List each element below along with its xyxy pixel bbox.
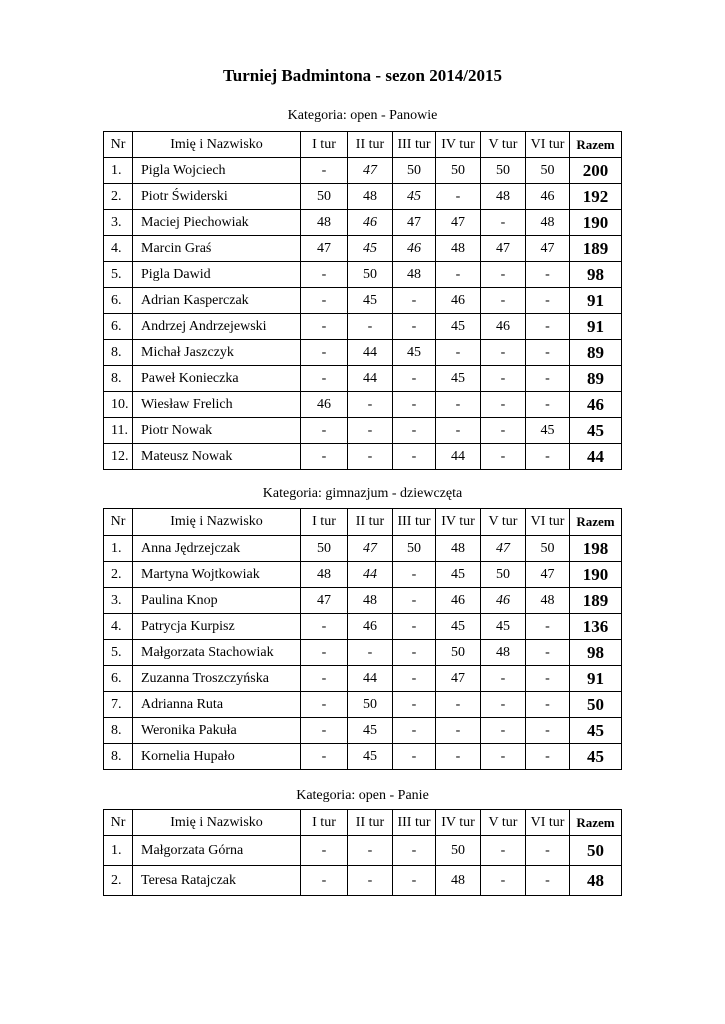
column-header: II tur: [348, 132, 393, 158]
score-cell: -: [301, 288, 348, 314]
rank-cell: 2.: [104, 866, 133, 896]
score-cell: 45: [348, 744, 393, 770]
score-cell: 47: [526, 562, 570, 588]
score-cell: -: [481, 718, 526, 744]
column-header: IV tur: [436, 132, 481, 158]
rank-cell: 3.: [104, 210, 133, 236]
score-cell: -: [301, 418, 348, 444]
column-header: Imię i Nazwisko: [133, 132, 301, 158]
score-cell: -: [481, 340, 526, 366]
score-cell: 48: [436, 236, 481, 262]
table-header-row: [104, 509, 622, 536]
column-header: II tur: [348, 509, 393, 536]
score-cell: 45: [436, 562, 481, 588]
score-cell: 50: [526, 158, 570, 184]
player-name-cell: Kornelia Hupało: [133, 744, 301, 770]
player-name-cell: Małgorzata Stachowiak: [133, 640, 301, 666]
rank-cell: 2.: [104, 184, 133, 210]
table-row: [104, 158, 622, 184]
column-header: Razem: [570, 810, 622, 836]
player-name-cell: Pigla Wojciech: [133, 158, 301, 184]
score-cell: 48: [301, 210, 348, 236]
table-row: [104, 392, 622, 418]
score-cell: 45: [526, 418, 570, 444]
score-cell: -: [348, 640, 393, 666]
score-cell: -: [301, 744, 348, 770]
total-cell: 48: [570, 866, 622, 896]
player-name-cell: Marcin Graś: [133, 236, 301, 262]
total-cell: 190: [570, 210, 622, 236]
player-name-cell: Maciej Piechowiak: [133, 210, 301, 236]
table-row: [104, 666, 622, 692]
rank-cell: 8.: [104, 744, 133, 770]
column-header: Razem: [570, 509, 622, 536]
player-name-cell: Wiesław Frelich: [133, 392, 301, 418]
total-cell: 89: [570, 366, 622, 392]
column-header: IV tur: [436, 810, 481, 836]
page-title: Turniej Badmintona - sezon 2014/2015: [223, 66, 502, 85]
table-row: [104, 262, 622, 288]
score-cell: 50: [348, 262, 393, 288]
score-cell: -: [526, 692, 570, 718]
score-cell: -: [393, 392, 436, 418]
total-cell: 89: [570, 340, 622, 366]
score-cell: 45: [436, 366, 481, 392]
rank-cell: 6.: [104, 666, 133, 692]
rank-cell: 4.: [104, 614, 133, 640]
total-cell: 190: [570, 562, 622, 588]
results-table: [103, 508, 622, 770]
total-cell: 136: [570, 614, 622, 640]
score-cell: -: [301, 692, 348, 718]
total-cell: 200: [570, 158, 622, 184]
score-cell: 45: [393, 184, 436, 210]
total-cell: 44: [570, 444, 622, 470]
rank-cell: 10.: [104, 392, 133, 418]
score-cell: 46: [481, 588, 526, 614]
score-cell: 48: [481, 640, 526, 666]
score-cell: 48: [526, 588, 570, 614]
score-cell: -: [301, 366, 348, 392]
player-name-cell: Weronika Pakuła: [133, 718, 301, 744]
rank-cell: 8.: [104, 366, 133, 392]
score-cell: 50: [436, 158, 481, 184]
column-header: II tur: [348, 810, 393, 836]
player-name-cell: Adrianna Ruta: [133, 692, 301, 718]
score-cell: 46: [393, 236, 436, 262]
score-cell: 50: [481, 158, 526, 184]
player-name-cell: Martyna Wojtkowiak: [133, 562, 301, 588]
score-cell: -: [348, 444, 393, 470]
score-cell: 50: [393, 536, 436, 562]
column-header: I tur: [301, 132, 348, 158]
column-header: Nr: [104, 509, 133, 536]
score-cell: -: [481, 744, 526, 770]
score-cell: -: [301, 444, 348, 470]
table-row: [104, 184, 622, 210]
table-row: [104, 340, 622, 366]
table-row: [104, 588, 622, 614]
score-cell: 46: [348, 210, 393, 236]
score-cell: -: [436, 418, 481, 444]
table-row: [104, 236, 622, 262]
score-cell: -: [526, 340, 570, 366]
score-cell: -: [526, 314, 570, 340]
score-cell: -: [481, 692, 526, 718]
total-cell: 46: [570, 392, 622, 418]
score-cell: 50: [481, 562, 526, 588]
rank-cell: 11.: [104, 418, 133, 444]
rank-cell: 1.: [104, 836, 133, 866]
score-cell: -: [436, 262, 481, 288]
score-cell: -: [348, 314, 393, 340]
score-cell: 48: [436, 536, 481, 562]
table-row: [104, 744, 622, 770]
column-header: IV tur: [436, 509, 481, 536]
score-cell: -: [481, 210, 526, 236]
score-cell: -: [436, 392, 481, 418]
score-cell: 48: [348, 184, 393, 210]
score-cell: -: [481, 444, 526, 470]
score-cell: 47: [436, 666, 481, 692]
player-name-cell: Mateusz Nowak: [133, 444, 301, 470]
score-cell: -: [481, 392, 526, 418]
score-cell: -: [393, 692, 436, 718]
rank-cell: 1.: [104, 536, 133, 562]
score-cell: 47: [436, 210, 481, 236]
score-cell: 45: [348, 718, 393, 744]
score-cell: 44: [348, 562, 393, 588]
score-cell: -: [481, 288, 526, 314]
rank-cell: 4.: [104, 236, 133, 262]
score-cell: -: [393, 744, 436, 770]
player-name-cell: Andrzej Andrzejewski: [133, 314, 301, 340]
score-cell: -: [526, 392, 570, 418]
score-cell: -: [481, 666, 526, 692]
column-header: III tur: [393, 810, 436, 836]
score-cell: -: [526, 262, 570, 288]
column-header: V tur: [481, 509, 526, 536]
score-cell: 46: [301, 392, 348, 418]
score-cell: 46: [481, 314, 526, 340]
score-cell: -: [301, 866, 348, 896]
column-header: I tur: [301, 509, 348, 536]
score-cell: -: [526, 614, 570, 640]
player-name-cell: Zuzanna Troszczyńska: [133, 666, 301, 692]
score-cell: -: [301, 718, 348, 744]
table-row: [104, 288, 622, 314]
total-cell: 98: [570, 262, 622, 288]
score-cell: 46: [348, 614, 393, 640]
score-cell: -: [393, 418, 436, 444]
results-table: [103, 809, 622, 896]
score-cell: -: [481, 262, 526, 288]
rank-cell: 6.: [104, 288, 133, 314]
player-name-cell: Paweł Konieczka: [133, 366, 301, 392]
score-cell: 50: [301, 536, 348, 562]
score-cell: -: [393, 836, 436, 866]
score-cell: 45: [481, 614, 526, 640]
table-row: [104, 536, 622, 562]
table-row: [104, 866, 622, 896]
player-name-cell: Paulina Knop: [133, 588, 301, 614]
total-cell: 50: [570, 692, 622, 718]
score-cell: -: [526, 866, 570, 896]
total-cell: 91: [570, 314, 622, 340]
score-cell: -: [436, 692, 481, 718]
score-cell: -: [436, 718, 481, 744]
score-cell: -: [393, 718, 436, 744]
rank-cell: 7.: [104, 692, 133, 718]
score-cell: 44: [348, 366, 393, 392]
score-cell: -: [526, 640, 570, 666]
category-title: Kategoria: open - Panie: [296, 788, 429, 803]
score-cell: 48: [481, 184, 526, 210]
score-cell: -: [301, 666, 348, 692]
score-cell: 48: [301, 562, 348, 588]
total-cell: 45: [570, 418, 622, 444]
column-header: Razem: [570, 132, 622, 158]
player-name-cell: Adrian Kasperczak: [133, 288, 301, 314]
column-header: V tur: [481, 132, 526, 158]
table-row: [104, 836, 622, 866]
score-cell: 48: [526, 210, 570, 236]
score-cell: 50: [393, 158, 436, 184]
score-cell: 45: [348, 236, 393, 262]
player-name-cell: Michał Jaszczyk: [133, 340, 301, 366]
category-title: Kategoria: gimnazjum - dziewczęta: [262, 486, 463, 501]
score-cell: -: [436, 340, 481, 366]
score-cell: 50: [526, 536, 570, 562]
score-cell: 50: [348, 692, 393, 718]
player-name-cell: Małgorzata Górna: [133, 836, 301, 866]
score-cell: -: [348, 392, 393, 418]
table-row: [104, 692, 622, 718]
results-table: [103, 131, 622, 470]
table-row: [104, 418, 622, 444]
table-row: [104, 210, 622, 236]
rank-cell: 2.: [104, 562, 133, 588]
score-cell: -: [393, 866, 436, 896]
score-cell: 47: [348, 158, 393, 184]
score-cell: 50: [436, 640, 481, 666]
score-cell: 47: [526, 236, 570, 262]
score-cell: -: [481, 418, 526, 444]
table-row: [104, 366, 622, 392]
score-cell: -: [348, 836, 393, 866]
score-cell: -: [301, 640, 348, 666]
score-cell: -: [526, 366, 570, 392]
score-cell: -: [526, 718, 570, 744]
score-cell: -: [393, 562, 436, 588]
table-row: [104, 314, 622, 340]
score-cell: -: [481, 366, 526, 392]
rank-cell: 8.: [104, 340, 133, 366]
score-cell: -: [436, 744, 481, 770]
score-cell: 50: [436, 836, 481, 866]
table-header-row: [104, 132, 622, 158]
score-cell: -: [301, 158, 348, 184]
total-cell: 45: [570, 744, 622, 770]
total-cell: 98: [570, 640, 622, 666]
rank-cell: 1.: [104, 158, 133, 184]
rank-cell: 3.: [104, 588, 133, 614]
score-cell: -: [393, 640, 436, 666]
total-cell: 198: [570, 536, 622, 562]
total-cell: 50: [570, 836, 622, 866]
rank-cell: 12.: [104, 444, 133, 470]
score-cell: 46: [436, 288, 481, 314]
column-header: Imię i Nazwisko: [133, 509, 301, 536]
player-name-cell: Piotr Nowak: [133, 418, 301, 444]
player-name-cell: Pigla Dawid: [133, 262, 301, 288]
score-cell: 47: [481, 536, 526, 562]
score-cell: 47: [301, 588, 348, 614]
score-cell: -: [393, 366, 436, 392]
score-cell: -: [393, 444, 436, 470]
total-cell: 189: [570, 236, 622, 262]
column-header: III tur: [393, 132, 436, 158]
table-header-row: [104, 810, 622, 836]
score-cell: -: [348, 866, 393, 896]
score-cell: -: [301, 262, 348, 288]
rank-cell: 8.: [104, 718, 133, 744]
category-title: Kategoria: open - Panowie: [287, 108, 438, 123]
score-cell: -: [393, 288, 436, 314]
table-row: [104, 444, 622, 470]
score-cell: 45: [348, 288, 393, 314]
total-cell: 189: [570, 588, 622, 614]
score-cell: 45: [436, 614, 481, 640]
score-cell: 45: [393, 340, 436, 366]
table-row: [104, 562, 622, 588]
column-header: III tur: [393, 509, 436, 536]
score-cell: -: [301, 314, 348, 340]
table-row: [104, 614, 622, 640]
score-cell: 47: [301, 236, 348, 262]
column-header: Nr: [104, 132, 133, 158]
score-cell: 44: [348, 340, 393, 366]
table-row: [104, 640, 622, 666]
score-cell: -: [481, 836, 526, 866]
score-cell: -: [436, 184, 481, 210]
player-name-cell: Piotr Świderski: [133, 184, 301, 210]
score-cell: -: [393, 614, 436, 640]
table-row: [104, 718, 622, 744]
rank-cell: 5.: [104, 262, 133, 288]
total-cell: 91: [570, 666, 622, 692]
player-name-cell: Teresa Ratajczak: [133, 866, 301, 896]
column-header: VI tur: [526, 132, 570, 158]
score-cell: 45: [436, 314, 481, 340]
score-cell: 48: [393, 262, 436, 288]
score-cell: 44: [348, 666, 393, 692]
score-cell: -: [526, 444, 570, 470]
score-cell: -: [348, 418, 393, 444]
score-cell: -: [526, 288, 570, 314]
player-name-cell: Anna Jędrzejczak: [133, 536, 301, 562]
rank-cell: 6.: [104, 314, 133, 340]
score-cell: 44: [436, 444, 481, 470]
score-cell: -: [481, 866, 526, 896]
score-cell: -: [526, 744, 570, 770]
score-cell: 50: [301, 184, 348, 210]
total-cell: 192: [570, 184, 622, 210]
player-name-cell: Patrycja Kurpisz: [133, 614, 301, 640]
score-cell: 47: [393, 210, 436, 236]
total-cell: 91: [570, 288, 622, 314]
score-cell: 48: [436, 866, 481, 896]
score-cell: 46: [436, 588, 481, 614]
column-header: Imię i Nazwisko: [133, 810, 301, 836]
column-header: VI tur: [526, 509, 570, 536]
score-cell: -: [393, 666, 436, 692]
rank-cell: 5.: [104, 640, 133, 666]
column-header: VI tur: [526, 810, 570, 836]
total-cell: 45: [570, 718, 622, 744]
score-cell: 47: [348, 536, 393, 562]
column-header: V tur: [481, 810, 526, 836]
column-header: I tur: [301, 810, 348, 836]
score-cell: -: [526, 836, 570, 866]
score-cell: -: [393, 588, 436, 614]
score-cell: 46: [526, 184, 570, 210]
score-cell: -: [301, 340, 348, 366]
column-header: Nr: [104, 810, 133, 836]
score-cell: 47: [481, 236, 526, 262]
score-cell: -: [393, 314, 436, 340]
score-cell: -: [301, 836, 348, 866]
score-cell: -: [526, 666, 570, 692]
score-cell: 48: [348, 588, 393, 614]
score-cell: -: [301, 614, 348, 640]
